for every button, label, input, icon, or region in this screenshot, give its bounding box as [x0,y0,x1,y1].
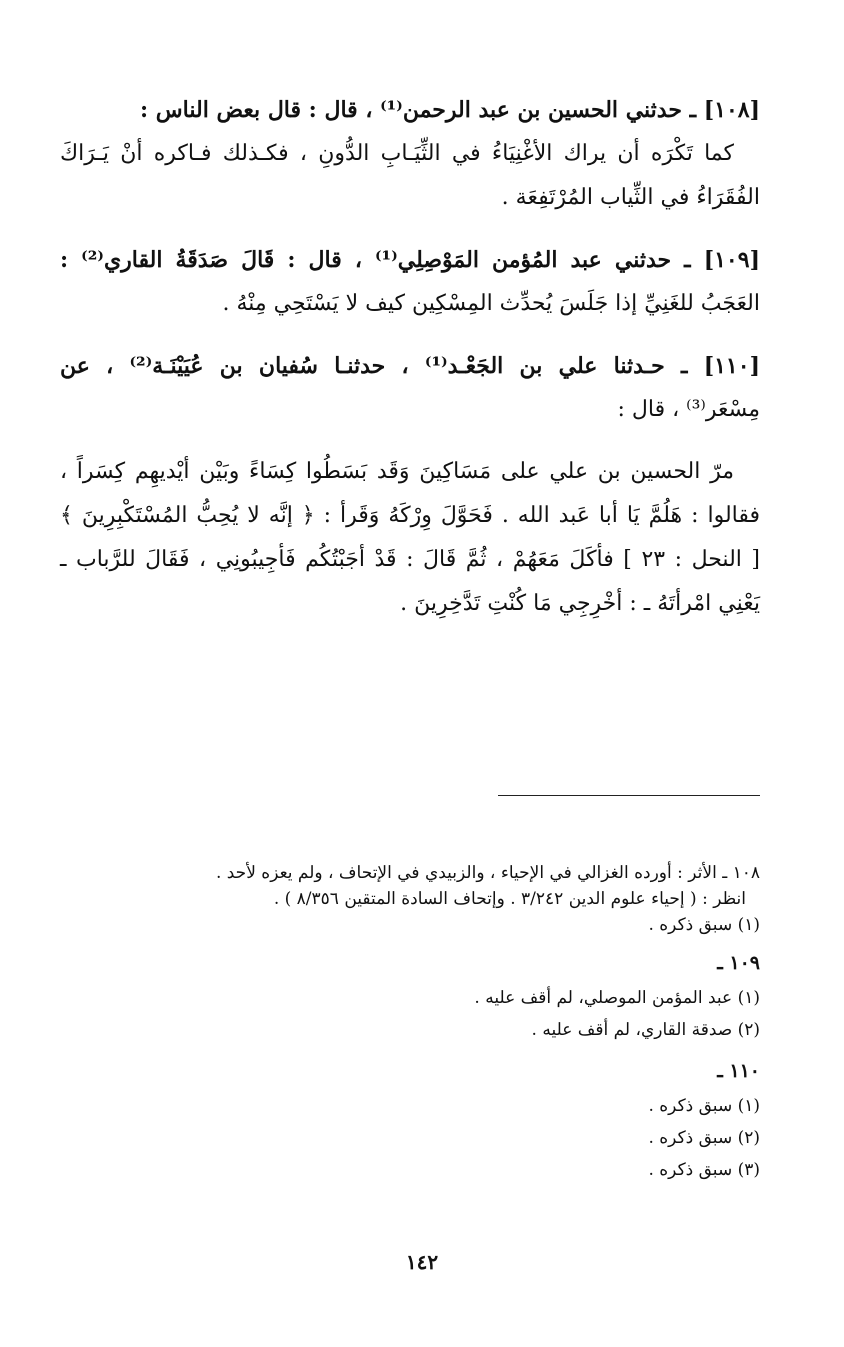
footnote-110-line-3: (٣) سبق ذكره . [648,1160,760,1180]
entry-110-text-line-2: فقالوا : هَلُمَّ يَا أبا عَبد الله . فَحَوَّلَ وِرْكَهُ وَقَرأ : ﴿ إنَّه لا يُحِبُّ المُسْتَكْبِرِينَ ﴾ [60,503,760,528]
footnote-separator-rule [498,795,760,796]
entry-110-text-line-1: مرّ الحسين بن علي على مَسَاكِينَ وَقَد بَسَطُوا كِسَاءً وبَيْن أيْديهِم كِسَراً ، [60,459,734,484]
footnote-108 [120,860,760,938]
entry-110-text [60,450,760,626]
entry-109 [60,238,760,326]
footnote-109-line-1: (١) عبد المؤمن الموصلي، لم أقف عليه . [474,988,760,1008]
entry-109-line-1: [١٠٩] ـ حدثني عبد المُؤمن المَوْصِلِي⁽¹⁾ ، قال : قَالَ صَدَقَةُ القاري⁽²⁾ : [60,247,760,273]
footnote-110-line-2: (٢) سبق ذكره . [648,1128,760,1148]
entry-110-text-line-4: يَعْنِي امْرأتَهُ ـ : أخْرِجِي مَا كُنْتِ تَدَّخِرِينَ . [400,591,760,616]
footnote-109-heading: ١٠٩ ـ [717,952,760,974]
footnote-108-line-3: (١) سبق ذكره . [648,915,760,935]
footnotes [120,860,760,1186]
footnote-110-line-1: (١) سبق ذكره . [648,1096,760,1116]
main-text [60,88,760,644]
footnote-108-line-2: انظر : ( إحياء علوم الدين ٣/٢٤٢ . وإتحاف السادة المتقين ٨/٣٥٦ ) . [273,889,746,909]
entry-110-text-line-3: [ النحل : ٢٣ ] فأكَلَ مَعَهُمْ ، ثُمَّ قَالَ : قَدْ أجَبْتُكُم فَأجِيبُونِي ، فَقَالَ للرَّباب ـ [60,547,761,572]
entry-108-line-1: [١٠٨] ـ حدثني الحسين بن عبد الرحمن⁽¹⁾ ، قال : قال بعض الناس : [140,97,760,123]
footnote-108-line-1: ١٠٨ ـ الأثر : أورده الغزالي في الإحياء ، والزبيدي في الإتحاف ، ولم يعزه لأحد . [215,863,760,883]
entry-108 [60,88,760,220]
footnote-109 [120,948,760,1046]
entry-109-line-2: العَجَبُ للغَنِيِّ إذا جَلَسَ يُحدِّث المِسْكِين كيف لا يَسْتَحِي مِنْهُ . [222,291,760,316]
entry-108-line-3: الفُقَرَاءُ في الثِّياب المُرْتَفِعَة . [501,185,760,210]
footnote-109-line-2: (٢) صدقة القاري، لم أقف عليه . [531,1020,760,1040]
page-number: ١٤٢ [405,1250,439,1274]
footnote-110-heading: ١١٠ ـ [717,1060,760,1082]
entry-110-line-1: [١١٠] ـ حـدثنا علي بن الجَعْـد⁽¹⁾ ، حدثنـا سُفيان بن عُيَيْنَـة⁽²⁾ ، عن [60,353,760,379]
entry-110-line-2: مِسْعَر⁽³⁾ ، قال : [617,397,760,422]
entry-108-line-2: كما تَكْرَه أن يراك الأغْنِيَاءُ في الثِّيَـابِ الدُّونِ ، فكـذلك فـاكره أنْ يَـرَاكَ [60,141,734,166]
entry-110 [60,344,760,432]
footnote-110 [120,1056,760,1186]
